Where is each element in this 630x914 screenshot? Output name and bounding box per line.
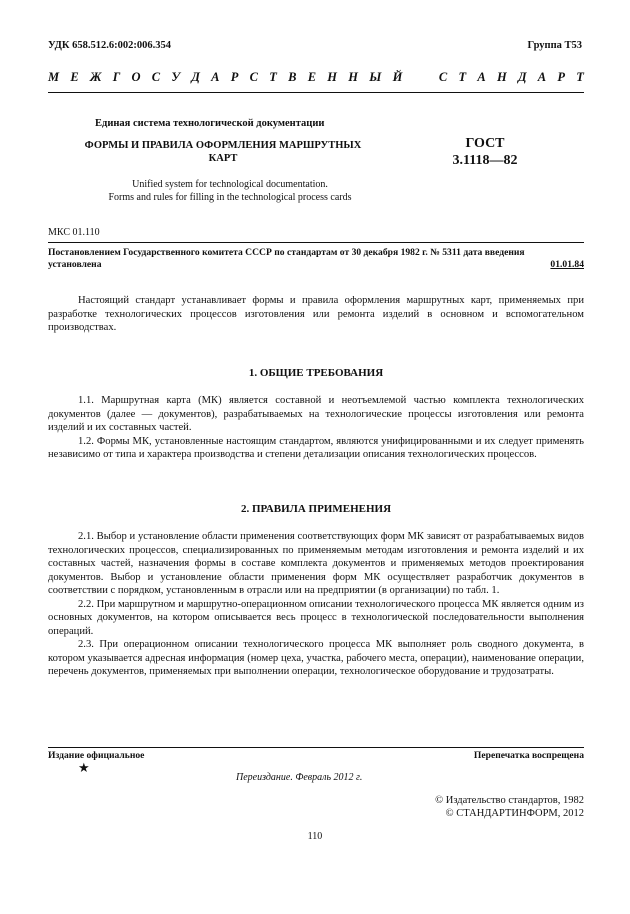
banner-letter: В xyxy=(288,70,297,84)
banner-letter: А xyxy=(211,70,220,84)
intro-paragraph: Настоящий стандарт устанавливает формы и правила оформления маршрутных карт, применяемых при разработке технологических процессов изготовления или ремонта изделий в основном и вспомогательном производствах. xyxy=(48,295,584,333)
banner-letter: Г xyxy=(112,70,121,84)
banner-rule xyxy=(48,92,584,93)
decree-text xyxy=(48,247,584,271)
official-edition: Издание официальное xyxy=(48,750,145,761)
paragraph-2-2: 2.2. При маршрутном и маршрутно-операционном описании технологического процесса МК является одним из основных документов, на котором описывается весь процесс в технологической последовательности выполнения операций. xyxy=(48,598,584,637)
mks-code: МКС 01.110 xyxy=(48,227,100,238)
banner-letter: М xyxy=(48,70,60,84)
banner-letter: Ж xyxy=(89,70,102,84)
english-line-1: Unified system for technological documentation. xyxy=(132,179,328,190)
document-title xyxy=(58,139,388,165)
english-line-2: Forms and rules for filling in the technological process cards xyxy=(108,192,352,203)
gost-number: 3.1118—82 xyxy=(452,153,518,168)
copyright-line-1: © Издательство стандартов, 1982 xyxy=(435,795,584,806)
section-1-heading: 1. ОБЩИЕ ТРЕБОВАНИЯ xyxy=(248,367,384,379)
standard-banner xyxy=(48,70,584,85)
udk-code: УДК 658.512.6:002:006.354 xyxy=(48,40,171,51)
gost-label: ГОСТ xyxy=(465,136,505,151)
banner-letter: Т xyxy=(269,70,277,84)
star-icon: ★ xyxy=(78,760,90,775)
banner-letter: Й xyxy=(392,70,403,84)
banner-letter: Т xyxy=(576,70,584,84)
banner-letter: Д xyxy=(517,70,527,84)
english-title xyxy=(75,178,385,204)
paragraph-2-1: 2.1. Выбор и установление области применения соответствующих форм МК зависят от разрабатываемых видов технологических процессов, специализированных по применяемым методам изготовления и ремонта изделий и их составных частей, назначения формы в составе комплекта документов и применяемых методов проектирования документов. Выбор и установление области применения форм МК осуществляет разработчик документов в соответствии с порядком, установленным в отрасли или на предприятии (в организации) по табл. 1. xyxy=(48,531,584,596)
banner-letter: Р xyxy=(557,70,565,84)
banner-letter: Н xyxy=(496,70,507,84)
banner-letter: С xyxy=(249,70,258,84)
page-number: 110 xyxy=(307,831,323,842)
banner-letter: С xyxy=(438,70,448,84)
group-code: Группа Т53 xyxy=(527,40,582,51)
reissue-note: Переиздание. Февраль 2012 г. xyxy=(236,772,363,783)
decree-rule xyxy=(48,242,584,243)
banner-letter: С xyxy=(151,70,161,84)
banner-gap xyxy=(414,70,428,85)
banner-letter: Н xyxy=(327,70,338,84)
title-line-1: ФОРМЫ И ПРАВИЛА ОФОРМЛЕНИЯ МАРШРУТНЫХ xyxy=(84,140,362,151)
footer-rule xyxy=(48,747,584,748)
banner-letter: А xyxy=(477,70,486,84)
section-1-body xyxy=(48,394,584,462)
banner-letter: Е xyxy=(307,70,317,84)
banner-letter: Н xyxy=(348,70,359,84)
banner-letter: О xyxy=(131,70,141,84)
paragraph-1-2: 1.2. Формы МК, установленные настоящим стандартом, являются унифицированными и их следует применять независимо от типа и характера производства и степени детализации описания технологических процессов. xyxy=(48,435,584,460)
banner-letter: Т xyxy=(458,70,467,84)
section-2-body xyxy=(48,530,584,679)
banner-letter: Р xyxy=(230,70,239,84)
paragraph-1-1: 1.1. Маршрутная карта (МК) является составной и неотъемлемой частью комплекта технологических документов (далее — документов), разрабатываемых на технологические процессы изготовления или ремонта изделий и их составных частей. xyxy=(48,395,584,433)
banner-letter: А xyxy=(537,70,547,84)
banner-letter: Е xyxy=(70,70,79,84)
banner-letter: Ы xyxy=(369,70,382,84)
paragraph-2-3: 2.3. При операционном описании технологического процесса МК выполняет роль сводного документа, в котором указывается адресная информация (номер цеха, участка, рабочего места, операции), наименование операции, перечень документов, применяемых при выполнении операции, технологическое оборудование и трудозатраты. xyxy=(48,639,584,677)
system-name: Единая система технологической документации xyxy=(95,118,325,129)
gost-designation xyxy=(445,135,525,169)
section-2-heading: 2. ПРАВИЛА ПРИМЕНЕНИЯ xyxy=(240,503,392,515)
copyright-block xyxy=(435,795,584,820)
title-line-2: КАРТ xyxy=(208,153,238,164)
banner-letter: Д xyxy=(191,70,200,84)
banner-letter: У xyxy=(171,70,181,84)
copyright-line-2: © СТАНДАРТИНФОРМ, 2012 xyxy=(445,807,584,819)
decree-line-1: Постановлением Государственного комитета СССР по стандартам от 30 декабря 1982 г. № 5311 дата введения xyxy=(48,247,525,258)
introduction-date: 01.01.84 xyxy=(550,259,584,270)
reprint-prohibited: Перепечатка воспрещена xyxy=(473,750,584,761)
decree-line-2: установлена xyxy=(48,259,102,270)
